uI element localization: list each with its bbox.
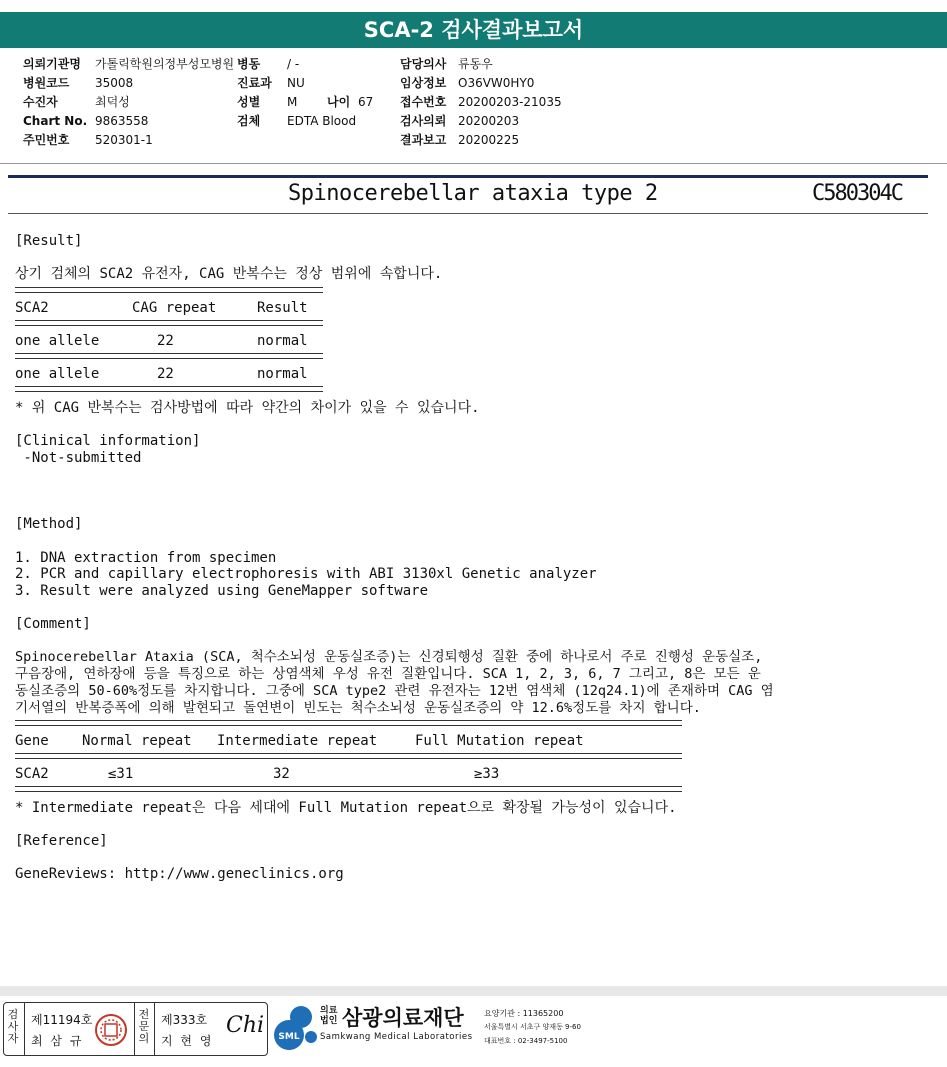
age-value: 67 <box>358 95 374 109</box>
examiner-license: 제11194호 <box>31 1013 93 1027</box>
divider <box>134 1003 135 1055</box>
info-label: 성별 <box>237 95 261 109</box>
resident-number: 520301-1 <box>95 133 153 147</box>
info-label: 검체 <box>237 114 261 128</box>
table-rule <box>15 720 682 726</box>
comment-col-normal: Normal repeat <box>82 733 192 749</box>
specialist-name: 지 현 영 <box>161 1034 214 1048</box>
comment-col-full: Full Mutation repeat <box>415 733 584 749</box>
comment-row-full: ≥33 <box>474 766 500 782</box>
department: NU <box>287 76 305 90</box>
result-heading: [Result] <box>15 233 83 249</box>
sml-logo-icon <box>271 1003 319 1055</box>
clinical-heading: [Clinical information] <box>15 433 201 449</box>
comment-heading: [Comment] <box>15 616 91 632</box>
age-field <box>327 93 373 112</box>
test-name: Spinocerebellar ataxia type 2 <box>288 181 658 206</box>
specimen: EDTA Blood <box>287 114 357 128</box>
signature-box <box>3 1002 268 1056</box>
specialist-label: 전 문 의 <box>138 1008 150 1045</box>
specialist-license: 제333호 <box>161 1013 208 1027</box>
comment-line-1: Spinocerebellar Ataxia (SCA, 척수소뇌성 운동실조증)는 신경퇴행성 질환 중에 하나로서 주로 진행성 운동실조, <box>15 649 763 665</box>
result-row1-result: normal <box>257 333 308 349</box>
table-rule <box>15 287 323 293</box>
comment-col-intermediate: Intermediate repeat <box>217 733 378 749</box>
reference-heading: [Reference] <box>15 833 108 849</box>
divider <box>24 1003 25 1055</box>
age-label: 나이 <box>327 95 351 109</box>
info-right <box>400 55 446 150</box>
result-note: * 위 CAG 반복수는 검사방법에 따라 약간의 차이가 있을 수 있습니다. <box>15 400 480 416</box>
org-phone: 대표번호 : 02-3497-5100 <box>484 1037 568 1045</box>
info-label: 병동 <box>237 57 261 71</box>
hospital-code: 35008 <box>95 76 134 90</box>
request-date: 20200203 <box>458 114 520 128</box>
requesting-institution: 가톨릭학원의정부성모병원 <box>95 57 235 71</box>
info-label: 결과보고 <box>400 133 447 147</box>
divider <box>0 163 947 164</box>
result-col-gene: SCA2 <box>15 300 49 316</box>
info-middle <box>237 55 272 131</box>
examiner-name: 최 삼 규 <box>31 1034 84 1048</box>
info-label: 병원코드 <box>23 76 70 90</box>
clinical-text: -Not-submitted <box>15 450 142 466</box>
info-left <box>23 55 87 150</box>
institution-code: 요양기관 : 11365200 <box>484 1009 564 1018</box>
examiner-label: 검 사 자 <box>7 1008 19 1045</box>
table-rule <box>15 786 682 792</box>
info-left-values <box>95 55 234 150</box>
method-step-3: 3. Result were analyzed using GeneMapper software <box>15 583 429 599</box>
comment-col-gene: Gene <box>15 733 49 749</box>
divider <box>154 1003 155 1055</box>
patient-name: 최덕성 <box>95 95 130 109</box>
info-label: 진료과 <box>237 76 272 90</box>
result-col-repeat: CAG repeat <box>132 300 217 316</box>
report-title: SCA-2 검사결과보고서 <box>0 12 947 48</box>
comment-row-gene: SCA2 <box>15 766 49 782</box>
info-label: 임상정보 <box>400 76 447 90</box>
attending-physician: 류동우 <box>458 57 493 71</box>
test-code: C580304C <box>812 181 902 206</box>
reference-text: GeneReviews: http://www.geneclinics.org <box>15 866 344 882</box>
comment-line-2: 구음장애, 연하장애 등을 특징으로 하는 상염색체 우성 유전 질환입니다. SCA 1, 2, 3, 6, 7 그리고, 8은 모든 운 <box>15 666 761 682</box>
method-step-1: 1. DNA extraction from specimen <box>15 550 277 566</box>
comment-row-intermediate: 32 <box>273 766 290 782</box>
title-rule-bottom <box>8 213 928 214</box>
table-rule <box>15 753 682 759</box>
info-label: 담당의사 <box>400 57 447 71</box>
result-summary: 상기 검체의 SCA2 유전자, CAG 반복수는 정상 범위에 속합니다. <box>15 266 443 282</box>
info-label: Chart No. <box>23 114 88 128</box>
comment-row-normal: ≤31 <box>108 766 134 782</box>
seal-icon <box>94 1013 128 1047</box>
table-rule <box>15 353 323 359</box>
result-row2-result: normal <box>257 366 308 382</box>
method-step-2: 2. PCR and capillary electrophoresis with ABI 3130xl Genetic analyzer <box>15 566 597 582</box>
title-rule-top <box>8 175 928 178</box>
footer-band <box>0 986 947 996</box>
info-label: 접수번호 <box>400 95 447 109</box>
comment-note: * Intermediate repeat은 다음 세대에 Full Mutation repeat으로 확장될 가능성이 있습니다. <box>15 800 677 816</box>
table-rule <box>15 386 323 392</box>
org-english: Samkwang Medical Laboratories <box>320 1032 473 1042</box>
info-label: 수진자 <box>23 95 58 109</box>
logo-text: SML <box>278 1032 300 1042</box>
sex: M <box>287 95 298 109</box>
org-prefix: 의료법인 <box>320 1006 338 1026</box>
table-rule <box>15 320 323 326</box>
org-address: 서울특별시 서초구 양재동 9-60 <box>484 1023 581 1031</box>
method-heading: [Method] <box>15 516 83 532</box>
chart-number: 9863558 <box>95 114 149 128</box>
comment-line-4: 기서열의 반복증폭에 의해 발현되고 돌연변이 빈도는 척수소뇌성 운동실조증의 약 12.6%정도를 차지 합니다. <box>15 700 701 716</box>
info-label: 주민번호 <box>23 133 70 147</box>
info-label: 의뢰기관명 <box>23 57 81 71</box>
info-right-values <box>458 55 562 150</box>
report-date: 20200225 <box>458 133 520 147</box>
result-row1-repeat: 22 <box>157 333 174 349</box>
result-col-result: Result <box>257 300 308 316</box>
accession-number: 20200203-21035 <box>458 95 562 109</box>
signature: Chi <box>226 1013 265 1038</box>
comment-line-3: 동실조증의 50-60%정도를 차지합니다. 그중에 SCA type2 관련 유전자는 12번 염색체 (12q24.1)에 존재하며 CAG 염 <box>15 683 774 699</box>
ward: / - <box>287 57 300 71</box>
result-row1-allele: one allele <box>15 333 100 349</box>
result-row2-repeat: 22 <box>157 366 174 382</box>
clinical-info: O36VW0HY0 <box>458 76 535 90</box>
info-label: 검사의뢰 <box>400 114 447 128</box>
result-row2-allele: one allele <box>15 366 100 382</box>
org-name: 삼광의료재단 <box>342 1006 464 1030</box>
